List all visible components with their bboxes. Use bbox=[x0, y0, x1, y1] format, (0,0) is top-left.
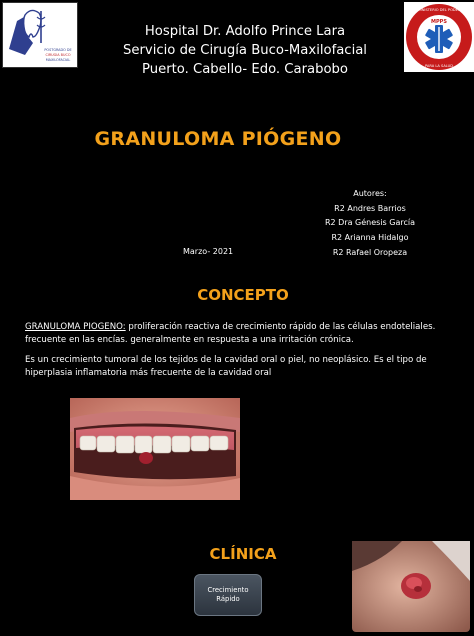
author-name: R2 Andres Barrios bbox=[334, 203, 406, 213]
clinica-heading: CLÍNICA bbox=[209, 545, 277, 563]
ministry-badge: MPPS bbox=[431, 19, 447, 25]
location-line: Puerto. Cabello- Edo. Carabobo bbox=[142, 62, 348, 77]
clinical-feature-box bbox=[194, 574, 262, 616]
definition-text: proliferación reactiva de crecimiento rápido de las células endoteliales. frecuente en las encías. generalmente en respuesta a una irritación crónica. bbox=[25, 322, 436, 345]
service-name: Servicio de Cirugía Buco-Maxilofacial bbox=[123, 43, 367, 58]
concepto-heading: CONCEPTO bbox=[197, 286, 289, 304]
svg-text:PARA LA SALUD: PARA LA SALUD bbox=[424, 64, 454, 68]
hospital-logo bbox=[2, 2, 78, 68]
oral-lesion-photo bbox=[70, 398, 240, 500]
author-name: R2 Dra Génesis García bbox=[324, 218, 416, 228]
author-name: R2 Rafael Oropeza bbox=[332, 247, 408, 257]
svg-text:MINISTERIO DEL PODER: MINISTERIO DEL PODER bbox=[417, 8, 461, 12]
dental-service-logo-icon bbox=[3, 3, 77, 67]
clinical-feature-label: Crecimiento Rápido bbox=[207, 586, 249, 603]
definition-term: GRANULOMA PIOGENO: bbox=[25, 322, 126, 332]
page-title: GRANULOMA PIÓGENO bbox=[94, 128, 342, 150]
star-of-life-icon bbox=[404, 2, 474, 72]
svg-text:POSTGRADO DE: POSTGRADO DE bbox=[44, 48, 72, 52]
concepto-definition bbox=[25, 321, 455, 347]
authors-heading: Autores: bbox=[353, 189, 387, 198]
presentation-date: Marzo- 2021 bbox=[183, 247, 234, 256]
author-name: R2 Arianna Hidalgo bbox=[331, 233, 409, 243]
ministry-logo bbox=[404, 2, 474, 72]
authors-block bbox=[300, 187, 440, 261]
svg-text:CIRUGIA BUCO: CIRUGIA BUCO bbox=[45, 53, 71, 57]
hospital-name: Hospital Dr. Adolfo Prince Lara bbox=[144, 24, 346, 39]
concepto-paragraph: Es un crecimiento tumoral de los tejidos de la cavidad oral o piel, no neoplásico. Es el tipo de hiperplasia inflamatoria más frecuente de la cavidad oral bbox=[25, 355, 427, 378]
svg-text:MAXILOFACIAL: MAXILOFACIAL bbox=[45, 58, 71, 62]
skin-lesion-photo bbox=[352, 541, 470, 632]
